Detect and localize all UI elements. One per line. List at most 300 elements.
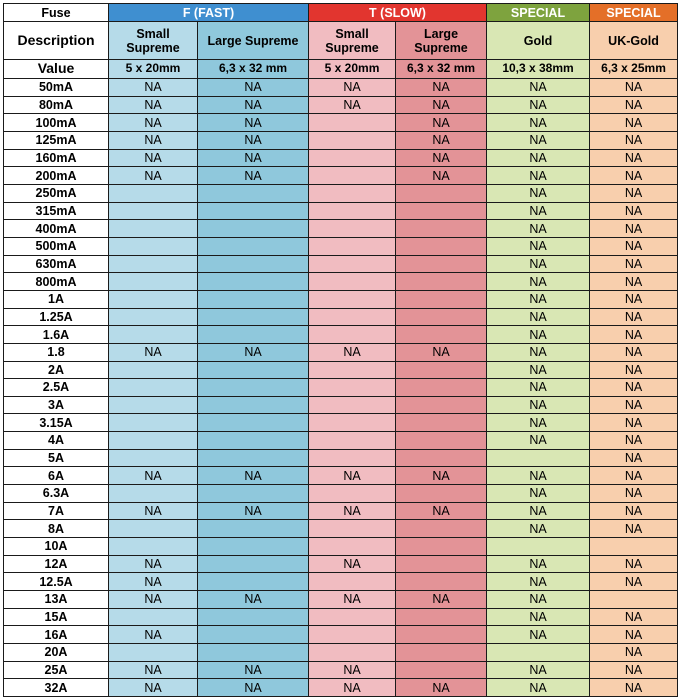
availability-cell [109, 220, 198, 238]
availability-cell: NA [198, 96, 309, 114]
availability-cell: NA [487, 167, 590, 185]
availability-cell [396, 379, 487, 397]
availability-cell: NA [590, 432, 678, 450]
availability-cell: NA [309, 79, 396, 97]
availability-cell: NA [590, 379, 678, 397]
availability-cell [487, 644, 590, 662]
availability-cell [309, 485, 396, 503]
availability-cell [309, 273, 396, 291]
availability-cell [309, 573, 396, 591]
fuse-value: 315mA [4, 202, 109, 220]
table-row [4, 96, 678, 114]
description-gold: Gold [487, 22, 590, 60]
availability-cell [396, 202, 487, 220]
description-large-supreme-fast: Large Supreme [198, 22, 309, 60]
availability-cell: NA [487, 114, 590, 132]
availability-cell: NA [590, 149, 678, 167]
availability-cell [309, 379, 396, 397]
availability-cell [109, 361, 198, 379]
fuse-value: 15A [4, 608, 109, 626]
availability-cell [396, 255, 487, 273]
availability-cell [590, 538, 678, 556]
table-row [4, 608, 678, 626]
availability-cell [198, 449, 309, 467]
fuse-value: 250mA [4, 184, 109, 202]
fuse-value: 80mA [4, 96, 109, 114]
availability-cell: NA [487, 679, 590, 697]
availability-cell: NA [198, 131, 309, 149]
availability-cell [309, 361, 396, 379]
availability-cell [109, 608, 198, 626]
availability-cell: NA [590, 679, 678, 697]
availability-cell: NA [590, 220, 678, 238]
availability-cell [109, 255, 198, 273]
table-row [4, 555, 678, 573]
fuse-table [3, 3, 678, 697]
availability-cell: NA [590, 237, 678, 255]
availability-cell: NA [109, 467, 198, 485]
availability-cell: NA [590, 255, 678, 273]
availability-cell: NA [487, 520, 590, 538]
fuse-value: 6A [4, 467, 109, 485]
availability-cell: NA [590, 502, 678, 520]
availability-cell [396, 432, 487, 450]
table-row [4, 167, 678, 185]
table-row [4, 626, 678, 644]
availability-cell [396, 661, 487, 679]
availability-cell: NA [590, 626, 678, 644]
availability-cell: NA [109, 502, 198, 520]
table-row [4, 184, 678, 202]
availability-cell [198, 361, 309, 379]
availability-cell: NA [487, 485, 590, 503]
availability-cell: NA [487, 361, 590, 379]
dimension-small-supreme-slow: 5 x 20mm [309, 60, 396, 79]
availability-cell: NA [396, 167, 487, 185]
table-row [4, 591, 678, 609]
dimension-large-supreme-fast: 6,3 x 32 mm [198, 60, 309, 79]
availability-cell: NA [487, 290, 590, 308]
table-row [4, 326, 678, 344]
availability-cell [198, 414, 309, 432]
availability-cell: NA [309, 467, 396, 485]
availability-cell: NA [109, 149, 198, 167]
availability-cell [109, 326, 198, 344]
availability-cell: NA [109, 626, 198, 644]
availability-cell: NA [109, 591, 198, 609]
availability-cell: NA [590, 361, 678, 379]
availability-cell [396, 538, 487, 556]
table-row [4, 379, 678, 397]
availability-cell: NA [396, 149, 487, 167]
availability-cell [309, 290, 396, 308]
availability-cell [198, 184, 309, 202]
availability-cell [396, 361, 487, 379]
availability-cell [309, 396, 396, 414]
availability-cell: NA [109, 79, 198, 97]
availability-cell: NA [198, 661, 309, 679]
availability-cell [198, 626, 309, 644]
availability-cell: NA [590, 644, 678, 662]
availability-cell: NA [198, 467, 309, 485]
availability-cell [396, 273, 487, 291]
availability-cell: NA [309, 591, 396, 609]
fuse-value: 2A [4, 361, 109, 379]
table-row [4, 414, 678, 432]
availability-cell [309, 149, 396, 167]
availability-cell: NA [109, 343, 198, 361]
availability-cell: NA [109, 661, 198, 679]
availability-cell: NA [590, 343, 678, 361]
dimension-gold: 10,3 x 38mm [487, 60, 590, 79]
table-row [4, 202, 678, 220]
availability-cell [309, 167, 396, 185]
availability-cell: NA [396, 679, 487, 697]
fuse-value: 25A [4, 661, 109, 679]
availability-cell: NA [487, 220, 590, 238]
availability-cell: NA [487, 79, 590, 97]
fuse-value: 16A [4, 626, 109, 644]
availability-cell [198, 608, 309, 626]
availability-cell: NA [590, 449, 678, 467]
availability-cell: NA [487, 237, 590, 255]
availability-cell [198, 555, 309, 573]
availability-cell [309, 255, 396, 273]
availability-cell [109, 237, 198, 255]
availability-cell: NA [487, 626, 590, 644]
availability-cell [109, 202, 198, 220]
table-row [4, 343, 678, 361]
fuse-value: 2.5A [4, 379, 109, 397]
fuse-value: 3.15A [4, 414, 109, 432]
fuse-value: 630mA [4, 255, 109, 273]
availability-cell: NA [109, 167, 198, 185]
availability-cell [396, 414, 487, 432]
table-row [4, 79, 678, 97]
availability-cell: NA [109, 679, 198, 697]
availability-cell: NA [198, 679, 309, 697]
availability-cell: NA [487, 608, 590, 626]
availability-cell [198, 396, 309, 414]
availability-cell [198, 573, 309, 591]
availability-cell: NA [487, 502, 590, 520]
availability-cell [109, 414, 198, 432]
availability-cell: NA [487, 149, 590, 167]
availability-cell [198, 273, 309, 291]
availability-cell [309, 626, 396, 644]
availability-cell: NA [590, 326, 678, 344]
availability-cell [396, 220, 487, 238]
availability-cell [309, 608, 396, 626]
fuse-value: 800mA [4, 273, 109, 291]
availability-cell [396, 485, 487, 503]
availability-cell [396, 237, 487, 255]
description-uk-gold: UK-Gold [590, 22, 678, 60]
fuse-value: 13A [4, 591, 109, 609]
fuse-value: 1.25A [4, 308, 109, 326]
availability-cell: NA [309, 555, 396, 573]
availability-cell: NA [309, 679, 396, 697]
availability-cell: NA [109, 131, 198, 149]
fuse-value: 500mA [4, 237, 109, 255]
availability-cell [309, 449, 396, 467]
availability-cell: NA [487, 326, 590, 344]
value-header: Value [4, 60, 109, 79]
availability-cell [396, 308, 487, 326]
table-row [4, 644, 678, 662]
table-row [4, 467, 678, 485]
availability-cell: NA [109, 573, 198, 591]
availability-cell [309, 184, 396, 202]
table-row [4, 290, 678, 308]
availability-cell [109, 184, 198, 202]
description-small-supreme-slow: Small Supreme [309, 22, 396, 60]
availability-cell [109, 520, 198, 538]
availability-cell [109, 485, 198, 503]
table-row [4, 149, 678, 167]
group-header-fast: F (FAST) [109, 4, 309, 22]
availability-cell: NA [590, 96, 678, 114]
fuse-value: 10A [4, 538, 109, 556]
availability-cell: NA [198, 502, 309, 520]
table-row [4, 361, 678, 379]
availability-cell [109, 449, 198, 467]
availability-cell: NA [590, 555, 678, 573]
availability-cell: NA [590, 308, 678, 326]
availability-cell [309, 114, 396, 132]
availability-cell: NA [590, 167, 678, 185]
availability-cell: NA [396, 502, 487, 520]
availability-cell: NA [396, 96, 487, 114]
description-header: Description [4, 22, 109, 60]
fuse-value: 7A [4, 502, 109, 520]
fuse-value: 1A [4, 290, 109, 308]
availability-cell [396, 184, 487, 202]
availability-cell [198, 202, 309, 220]
availability-cell: NA [198, 343, 309, 361]
availability-cell [309, 644, 396, 662]
dimension-uk-gold: 6,3 x 25mm [590, 60, 678, 79]
dimension-small-supreme-fast: 5 x 20mm [109, 60, 198, 79]
table-row [4, 432, 678, 450]
availability-cell: NA [487, 432, 590, 450]
availability-cell [109, 290, 198, 308]
availability-cell: NA [396, 343, 487, 361]
availability-cell [198, 538, 309, 556]
table-row [4, 396, 678, 414]
availability-cell [198, 255, 309, 273]
availability-cell: NA [590, 661, 678, 679]
availability-cell [198, 485, 309, 503]
availability-cell: NA [309, 96, 396, 114]
table-row [4, 273, 678, 291]
availability-cell [309, 202, 396, 220]
availability-cell [109, 644, 198, 662]
availability-cell: NA [487, 573, 590, 591]
fuse-value: 50mA [4, 79, 109, 97]
availability-cell: NA [590, 520, 678, 538]
fuse-value: 4A [4, 432, 109, 450]
availability-cell [309, 220, 396, 238]
table-row [4, 573, 678, 591]
availability-cell [309, 131, 396, 149]
availability-cell: NA [590, 485, 678, 503]
availability-cell: NA [309, 502, 396, 520]
group-header-special-uk-gold: SPECIAL [590, 4, 678, 22]
availability-cell: NA [590, 573, 678, 591]
availability-cell [309, 432, 396, 450]
availability-cell [109, 308, 198, 326]
availability-cell [109, 538, 198, 556]
table-row [4, 220, 678, 238]
availability-cell [396, 326, 487, 344]
availability-cell [309, 538, 396, 556]
fuse-value: 100mA [4, 114, 109, 132]
availability-cell: NA [109, 555, 198, 573]
availability-cell: NA [590, 202, 678, 220]
availability-cell: NA [590, 273, 678, 291]
availability-cell: NA [396, 591, 487, 609]
availability-cell: NA [396, 131, 487, 149]
availability-cell: NA [487, 343, 590, 361]
availability-cell [309, 326, 396, 344]
availability-cell: NA [109, 96, 198, 114]
fuse-value: 6.3A [4, 485, 109, 503]
fuse-value: 8A [4, 520, 109, 538]
fuse-value: 400mA [4, 220, 109, 238]
availability-cell [396, 520, 487, 538]
availability-cell: NA [590, 114, 678, 132]
description-large-supreme-slow: Large Supreme [396, 22, 487, 60]
fuse-value: 32A [4, 679, 109, 697]
availability-cell: NA [487, 661, 590, 679]
availability-cell: NA [396, 467, 487, 485]
availability-cell: NA [590, 131, 678, 149]
table-row [4, 679, 678, 697]
availability-cell [590, 591, 678, 609]
availability-cell [309, 520, 396, 538]
availability-cell [396, 573, 487, 591]
availability-cell: NA [487, 308, 590, 326]
group-header-slow: T (SLOW) [309, 4, 487, 22]
availability-cell: NA [590, 414, 678, 432]
availability-cell: NA [590, 608, 678, 626]
availability-cell: NA [487, 591, 590, 609]
availability-cell [396, 644, 487, 662]
availability-cell: NA [396, 79, 487, 97]
availability-cell: NA [487, 414, 590, 432]
availability-cell [109, 379, 198, 397]
availability-cell: NA [109, 114, 198, 132]
table-row [4, 308, 678, 326]
description-small-supreme-fast: Small Supreme [109, 22, 198, 60]
availability-cell [396, 290, 487, 308]
availability-cell: NA [487, 379, 590, 397]
availability-cell: NA [487, 396, 590, 414]
availability-cell: NA [487, 273, 590, 291]
availability-cell: NA [309, 661, 396, 679]
table-row [4, 502, 678, 520]
availability-cell: NA [590, 290, 678, 308]
availability-cell: NA [198, 114, 309, 132]
availability-cell [198, 237, 309, 255]
availability-cell: NA [590, 467, 678, 485]
availability-cell [198, 308, 309, 326]
availability-cell: NA [487, 467, 590, 485]
availability-cell [198, 520, 309, 538]
table-row [4, 661, 678, 679]
availability-cell: NA [198, 591, 309, 609]
availability-cell [109, 396, 198, 414]
availability-cell [487, 538, 590, 556]
availability-cell [309, 237, 396, 255]
fuse-value: 3A [4, 396, 109, 414]
table-row [4, 485, 678, 503]
dimension-large-supreme-slow: 6,3 x 32 mm [396, 60, 487, 79]
availability-cell: NA [396, 114, 487, 132]
availability-cell: NA [487, 96, 590, 114]
availability-cell [198, 220, 309, 238]
availability-cell [109, 432, 198, 450]
table-row [4, 114, 678, 132]
fuse-value: 20A [4, 644, 109, 662]
fuse-header: Fuse [4, 4, 109, 22]
availability-cell [396, 396, 487, 414]
availability-cell: NA [487, 255, 590, 273]
table-row [4, 449, 678, 467]
table-row [4, 131, 678, 149]
fuse-value: 125mA [4, 131, 109, 149]
availability-cell: NA [590, 184, 678, 202]
availability-cell: NA [590, 79, 678, 97]
availability-cell [396, 608, 487, 626]
availability-cell: NA [487, 131, 590, 149]
availability-cell [487, 449, 590, 467]
availability-cell [309, 308, 396, 326]
availability-cell [198, 432, 309, 450]
table-row [4, 255, 678, 273]
fuse-value: 160mA [4, 149, 109, 167]
availability-cell [198, 326, 309, 344]
availability-cell [396, 555, 487, 573]
fuse-value: 12A [4, 555, 109, 573]
table-row [4, 538, 678, 556]
availability-cell: NA [309, 343, 396, 361]
fuse-value: 12.5A [4, 573, 109, 591]
availability-cell: NA [487, 555, 590, 573]
table-row [4, 237, 678, 255]
availability-cell [109, 273, 198, 291]
fuse-value: 1.8 [4, 343, 109, 361]
availability-cell: NA [487, 202, 590, 220]
fuse-value: 1.6A [4, 326, 109, 344]
availability-cell [198, 290, 309, 308]
availability-cell: NA [590, 396, 678, 414]
availability-cell [198, 644, 309, 662]
availability-cell: NA [487, 184, 590, 202]
fuse-value: 5A [4, 449, 109, 467]
availability-cell [198, 379, 309, 397]
group-header-special-gold: SPECIAL [487, 4, 590, 22]
availability-cell [396, 626, 487, 644]
availability-cell [396, 449, 487, 467]
availability-cell: NA [198, 149, 309, 167]
availability-cell: NA [198, 167, 309, 185]
availability-cell: NA [198, 79, 309, 97]
fuse-table-body [4, 79, 678, 697]
availability-cell [309, 414, 396, 432]
fuse-value: 200mA [4, 167, 109, 185]
